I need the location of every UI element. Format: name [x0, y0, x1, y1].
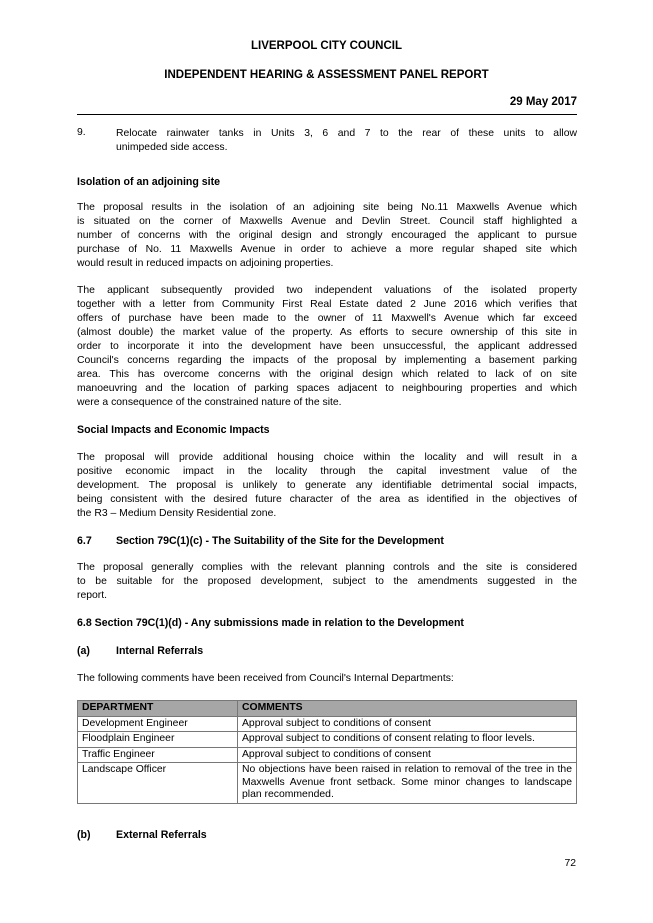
- header-rule: [77, 114, 577, 115]
- report-title: INDEPENDENT HEARING & ASSESSMENT PANEL REPORT: [164, 69, 489, 81]
- comment-cell: Approval subject to conditions of consent: [238, 747, 577, 763]
- text-line: is situated on the corner of Maxwells Avenue and Devlin Street. Council staff highlighted a: [77, 216, 577, 227]
- comment-cell: Approval subject to conditions of consent relating to floor levels.: [238, 732, 577, 748]
- text-line: Council's concerns regarding the impacts of the proposal by implementing a basement parking: [77, 355, 577, 366]
- section-6-7-number: 6.7: [77, 535, 92, 547]
- column-header-comments: COMMENTS: [238, 701, 577, 717]
- social-heading: Social Impacts and Economic Impacts: [77, 424, 270, 436]
- text-line: number of concerns with the original design and strongly encouraged the applicant to pursue: [77, 230, 577, 241]
- comment-cell: Approval subject to conditions of consent: [238, 716, 577, 732]
- text-line: The proposal generally complies with the relevant planning controls and the site is considered: [77, 562, 577, 573]
- social-paragraph: [77, 451, 577, 521]
- section-6-7-heading: Section 79C(1)(c) - The Suitability of the Site for the Development: [116, 535, 444, 547]
- isolation-heading: Isolation of an adjoining site: [77, 176, 221, 188]
- council-title: LIVERPOOL CITY COUNCIL: [250, 40, 402, 52]
- table-row: [78, 747, 577, 763]
- table-row: [78, 732, 577, 748]
- text-line: purchase of No. 11 Maxwells Avenue in order to achieve a more regular shaped site which: [77, 244, 577, 255]
- text-line: together with a letter from Community First Real Estate dated 2 June 2016 which verifies that: [77, 299, 577, 310]
- column-header-department: DEPARTMENT: [78, 701, 238, 717]
- page-number: 72: [564, 858, 576, 869]
- text-line: unimpeded side access.: [116, 142, 228, 153]
- text-line: area. This has overcome concerns with the original design which related to lack of on site: [77, 369, 577, 380]
- comment-cell: No objections have been raised in relation to removal of the tree in the Maxwells Avenue front setback. Some minor changes to landscape plan recommended.: [238, 763, 577, 804]
- internal-intro: The following comments have been received from Council's Internal Departments:: [77, 673, 454, 684]
- text-line: offers of purchase have been made to the owner of 11 Maxwell's Avenue which far exceed: [77, 313, 577, 324]
- department-cell: Development Engineer: [78, 716, 238, 732]
- text-line: Relocate rainwater tanks in Units 3, 6 and 7 to the rear of these units to allow: [116, 128, 577, 139]
- text-line: the R3 – Medium Density Residential zone.: [77, 508, 277, 519]
- text-line: (almost double) the market value of the property. As efforts to secure ownership of this site in: [77, 327, 577, 338]
- section-6-8-heading: 6.8 Section 79C(1)(d) - Any submissions made in relation to the Development: [77, 617, 464, 629]
- external-label: (b): [77, 829, 91, 841]
- internal-heading: Internal Referrals: [116, 645, 204, 657]
- section-6-7-paragraph: [77, 561, 577, 603]
- table-row: [78, 763, 577, 804]
- department-cell: Landscape Officer: [78, 763, 238, 804]
- report-date: 29 May 2017: [509, 96, 577, 108]
- department-cell: Traffic Engineer: [78, 747, 238, 763]
- item-9-text: [116, 127, 577, 155]
- department-cell: Floodplain Engineer: [78, 732, 238, 748]
- text-line: positive economic impact in the locality through the capital investment value of the: [77, 466, 577, 477]
- text-line: The applicant subsequently provided two independent valuations of the isolated property: [77, 285, 577, 296]
- isolation-paragraph-1: [77, 201, 577, 271]
- text-line: to be suitable for the proposed development, subject to the amendments suggested in the: [77, 576, 577, 587]
- table-header-row: [78, 701, 577, 717]
- text-line: report.: [77, 590, 108, 601]
- isolation-paragraph-2: [77, 284, 577, 410]
- referrals-table: [77, 700, 577, 804]
- text-line: were a consequence of the constrained nature of the site.: [77, 397, 342, 408]
- table-row: [78, 716, 577, 732]
- text-line: development. The proposal is unlikely to generate any identifiable detrimental social impacts,: [77, 480, 577, 491]
- text-line: The proposal results in the isolation of an adjoining site being No.11 Maxwells Avenue which: [77, 202, 577, 213]
- internal-label: (a): [77, 645, 90, 657]
- item-number: 9.: [77, 127, 86, 138]
- text-line: manoeuvring and the location of parking spaces adjacent to neighbouring properties and which: [77, 383, 577, 394]
- text-line: order to incorporate it into the development have been unsuccessful, the applicant addressed: [77, 341, 577, 352]
- external-heading: External Referrals: [116, 829, 207, 841]
- text-line: would result in reduced impacts on adjoining properties.: [77, 258, 334, 269]
- text-line: The proposal will provide additional housing choice within the locality and will result in a: [77, 452, 577, 463]
- text-line: being consistent with the desired future character of the area as identified in the objectives of: [77, 494, 577, 505]
